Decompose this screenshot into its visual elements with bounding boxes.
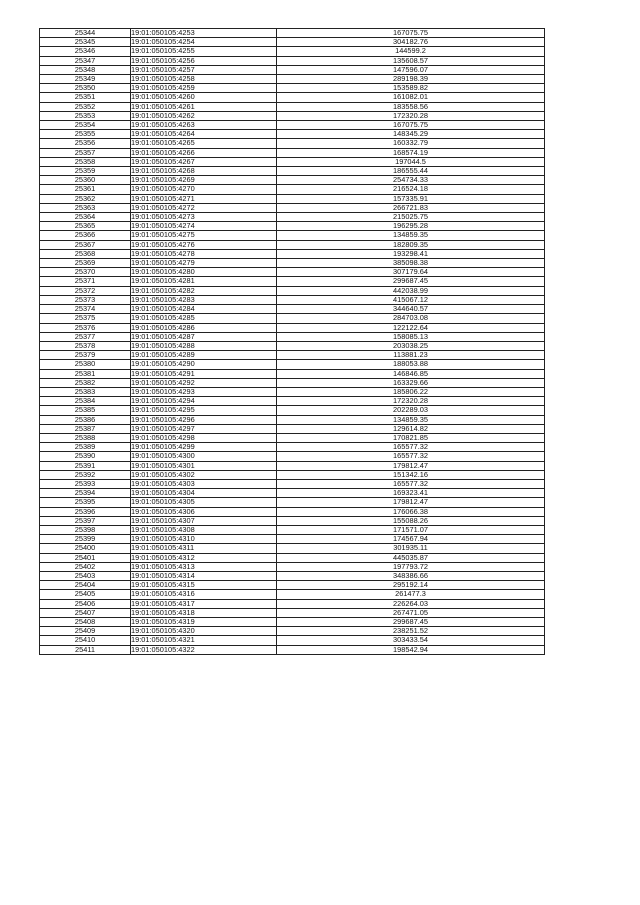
value-cell: 203038.25 [277, 341, 545, 350]
cadastral-number-cell: 19:01:050105:4312 [131, 553, 277, 562]
row-number-cell: 25378 [40, 341, 131, 350]
cadastral-number-cell: 19:01:050105:4274 [131, 222, 277, 231]
table-row [40, 618, 545, 627]
table-row [40, 378, 545, 387]
table-row [40, 277, 545, 286]
table-row [40, 29, 545, 38]
cadastral-number-cell: 19:01:050105:4289 [131, 351, 277, 360]
table-row [40, 323, 545, 332]
row-number-cell: 25368 [40, 249, 131, 258]
cadastral-number-cell: 19:01:050105:4270 [131, 185, 277, 194]
cadastral-number-cell: 19:01:050105:4296 [131, 415, 277, 424]
row-number-cell: 25366 [40, 231, 131, 240]
table-row [40, 222, 545, 231]
row-number-cell: 25361 [40, 185, 131, 194]
row-number-cell: 25407 [40, 608, 131, 617]
table-row [40, 535, 545, 544]
table-row [40, 111, 545, 120]
value-cell: 174567.94 [277, 535, 545, 544]
value-cell: 188053.88 [277, 360, 545, 369]
cadastral-number-cell: 19:01:050105:4304 [131, 489, 277, 498]
cadastral-number-cell: 19:01:050105:4265 [131, 139, 277, 148]
cadastral-number-cell: 19:01:050105:4314 [131, 571, 277, 580]
value-cell: 261477.3 [277, 590, 545, 599]
cadastral-number-cell: 19:01:050105:4273 [131, 213, 277, 222]
data-table [39, 28, 545, 655]
value-cell: 196295.28 [277, 222, 545, 231]
row-number-cell: 25400 [40, 544, 131, 553]
table-row [40, 645, 545, 654]
row-number-cell: 25373 [40, 295, 131, 304]
value-cell: 254734.33 [277, 176, 545, 185]
row-number-cell: 25381 [40, 369, 131, 378]
row-number-cell: 25404 [40, 581, 131, 590]
cadastral-number-cell: 19:01:050105:4295 [131, 406, 277, 415]
value-cell: 183558.56 [277, 102, 545, 111]
table-row [40, 544, 545, 553]
table-row [40, 489, 545, 498]
row-number-cell: 25352 [40, 102, 131, 111]
cadastral-number-cell: 19:01:050105:4311 [131, 544, 277, 553]
table-body [40, 29, 545, 655]
table-row [40, 452, 545, 461]
cadastral-number-cell: 19:01:050105:4259 [131, 84, 277, 93]
row-number-cell: 25394 [40, 489, 131, 498]
row-number-cell: 25395 [40, 498, 131, 507]
value-cell: 135608.57 [277, 56, 545, 65]
row-number-cell: 25344 [40, 29, 131, 38]
row-number-cell: 25356 [40, 139, 131, 148]
row-number-cell: 25346 [40, 47, 131, 56]
row-number-cell: 25402 [40, 562, 131, 571]
cadastral-number-cell: 19:01:050105:4286 [131, 323, 277, 332]
cadastral-number-cell: 19:01:050105:4315 [131, 581, 277, 590]
cadastral-number-cell: 19:01:050105:4284 [131, 305, 277, 314]
table-row [40, 240, 545, 249]
value-cell: 153589.82 [277, 84, 545, 93]
value-cell: 289198.39 [277, 75, 545, 84]
cadastral-number-cell: 19:01:050105:4308 [131, 525, 277, 534]
table-row [40, 305, 545, 314]
value-cell: 238251.52 [277, 627, 545, 636]
cadastral-number-cell: 19:01:050105:4303 [131, 479, 277, 488]
value-cell: 147596.07 [277, 65, 545, 74]
row-number-cell: 25408 [40, 618, 131, 627]
value-cell: 226264.03 [277, 599, 545, 608]
table-row [40, 351, 545, 360]
table-row [40, 406, 545, 415]
table-row [40, 102, 545, 111]
row-number-cell: 25403 [40, 571, 131, 580]
cadastral-number-cell: 19:01:050105:4275 [131, 231, 277, 240]
value-cell: 304182.76 [277, 38, 545, 47]
row-number-cell: 25359 [40, 167, 131, 176]
table-row [40, 231, 545, 240]
value-cell: 172320.28 [277, 111, 545, 120]
value-cell: 172320.28 [277, 397, 545, 406]
row-number-cell: 25354 [40, 121, 131, 130]
row-number-cell: 25391 [40, 461, 131, 470]
cadastral-number-cell: 19:01:050105:4266 [131, 148, 277, 157]
value-cell: 445035.87 [277, 553, 545, 562]
value-cell: 202289.03 [277, 406, 545, 415]
value-cell: 148345.29 [277, 130, 545, 139]
table-row [40, 341, 545, 350]
table-row [40, 387, 545, 396]
cadastral-number-cell: 19:01:050105:4283 [131, 295, 277, 304]
cadastral-number-cell: 19:01:050105:4306 [131, 507, 277, 516]
cadastral-number-cell: 19:01:050105:4290 [131, 360, 277, 369]
cadastral-number-cell: 19:01:050105:4288 [131, 341, 277, 350]
cadastral-number-cell: 19:01:050105:4305 [131, 498, 277, 507]
row-number-cell: 25411 [40, 645, 131, 654]
value-cell: 129614.82 [277, 424, 545, 433]
value-cell: 266721.83 [277, 203, 545, 212]
table-row [40, 194, 545, 203]
value-cell: 122122.64 [277, 323, 545, 332]
value-cell: 179812.47 [277, 461, 545, 470]
table-row [40, 608, 545, 617]
cadastral-number-cell: 19:01:050105:4263 [131, 121, 277, 130]
table-row [40, 314, 545, 323]
row-number-cell: 25399 [40, 535, 131, 544]
table-row [40, 599, 545, 608]
cadastral-number-cell: 19:01:050105:4258 [131, 75, 277, 84]
value-cell: 171571.07 [277, 525, 545, 534]
row-number-cell: 25385 [40, 406, 131, 415]
table-row [40, 286, 545, 295]
table-row [40, 259, 545, 268]
value-cell: 415067.12 [277, 295, 545, 304]
value-cell: 267471.05 [277, 608, 545, 617]
value-cell: 193298.41 [277, 249, 545, 258]
row-number-cell: 25362 [40, 194, 131, 203]
value-cell: 155088.26 [277, 516, 545, 525]
table-row [40, 397, 545, 406]
table-row [40, 176, 545, 185]
table-row [40, 268, 545, 277]
value-cell: 160332.79 [277, 139, 545, 148]
table-row [40, 433, 545, 442]
value-cell: 151342.16 [277, 470, 545, 479]
cadastral-number-cell: 19:01:050105:4279 [131, 259, 277, 268]
cadastral-number-cell: 19:01:050105:4316 [131, 590, 277, 599]
cadastral-number-cell: 19:01:050105:4260 [131, 93, 277, 102]
table-row [40, 581, 545, 590]
value-cell: 303433.54 [277, 636, 545, 645]
value-cell: 216524.18 [277, 185, 545, 194]
table-row [40, 571, 545, 580]
row-number-cell: 25355 [40, 130, 131, 139]
cadastral-number-cell: 19:01:050105:4285 [131, 314, 277, 323]
value-cell: 197793.72 [277, 562, 545, 571]
cadastral-number-cell: 19:01:050105:4278 [131, 249, 277, 258]
cadastral-number-cell: 19:01:050105:4319 [131, 618, 277, 627]
table-row [40, 38, 545, 47]
value-cell: 344640.57 [277, 305, 545, 314]
value-cell: 284703.08 [277, 314, 545, 323]
row-number-cell: 25369 [40, 259, 131, 268]
value-cell: 134859.35 [277, 415, 545, 424]
table-row [40, 562, 545, 571]
table-row [40, 295, 545, 304]
table-row [40, 47, 545, 56]
value-cell: 442038.99 [277, 286, 545, 295]
table-row [40, 65, 545, 74]
table-row [40, 590, 545, 599]
cadastral-number-cell: 19:01:050105:4280 [131, 268, 277, 277]
table-row [40, 461, 545, 470]
row-number-cell: 25371 [40, 277, 131, 286]
value-cell: 215025.75 [277, 213, 545, 222]
row-number-cell: 25410 [40, 636, 131, 645]
cadastral-number-cell: 19:01:050105:4291 [131, 369, 277, 378]
cadastral-number-cell: 19:01:050105:4302 [131, 470, 277, 479]
row-number-cell: 25389 [40, 443, 131, 452]
table-row [40, 332, 545, 341]
value-cell: 165577.32 [277, 452, 545, 461]
table-row [40, 148, 545, 157]
cadastral-number-cell: 19:01:050105:4307 [131, 516, 277, 525]
cadastral-number-cell: 19:01:050105:4297 [131, 424, 277, 433]
value-cell: 144599.2 [277, 47, 545, 56]
row-number-cell: 25380 [40, 360, 131, 369]
table-row [40, 369, 545, 378]
row-number-cell: 25409 [40, 627, 131, 636]
value-cell: 176066.38 [277, 507, 545, 516]
table-row [40, 507, 545, 516]
row-number-cell: 25363 [40, 203, 131, 212]
row-number-cell: 25374 [40, 305, 131, 314]
row-number-cell: 25398 [40, 525, 131, 534]
cadastral-number-cell: 19:01:050105:4294 [131, 397, 277, 406]
row-number-cell: 25382 [40, 378, 131, 387]
row-number-cell: 25372 [40, 286, 131, 295]
row-number-cell: 25350 [40, 84, 131, 93]
table-row [40, 185, 545, 194]
cadastral-number-cell: 19:01:050105:4271 [131, 194, 277, 203]
row-number-cell: 25390 [40, 452, 131, 461]
cadastral-number-cell: 19:01:050105:4318 [131, 608, 277, 617]
cadastral-number-cell: 19:01:050105:4298 [131, 433, 277, 442]
cadastral-number-cell: 19:01:050105:4300 [131, 452, 277, 461]
row-number-cell: 25397 [40, 516, 131, 525]
table-row [40, 479, 545, 488]
value-cell: 179812.47 [277, 498, 545, 507]
cadastral-number-cell: 19:01:050105:4264 [131, 130, 277, 139]
value-cell: 158085.13 [277, 332, 545, 341]
table-row [40, 636, 545, 645]
table-row [40, 157, 545, 166]
table-row [40, 627, 545, 636]
row-number-cell: 25383 [40, 387, 131, 396]
value-cell: 163329.66 [277, 378, 545, 387]
table-row [40, 213, 545, 222]
table-row [40, 121, 545, 130]
value-cell: 299687.45 [277, 277, 545, 286]
row-number-cell: 25388 [40, 433, 131, 442]
row-number-cell: 25360 [40, 176, 131, 185]
table-row [40, 84, 545, 93]
table-row [40, 56, 545, 65]
value-cell: 161082.01 [277, 93, 545, 102]
cadastral-number-cell: 19:01:050105:4268 [131, 167, 277, 176]
value-cell: 185806.22 [277, 387, 545, 396]
table-row [40, 516, 545, 525]
cadastral-number-cell: 19:01:050105:4317 [131, 599, 277, 608]
row-number-cell: 25347 [40, 56, 131, 65]
table-row [40, 203, 545, 212]
row-number-cell: 25375 [40, 314, 131, 323]
row-number-cell: 25377 [40, 332, 131, 341]
table-row [40, 130, 545, 139]
table-row [40, 415, 545, 424]
cadastral-number-cell: 19:01:050105:4276 [131, 240, 277, 249]
row-number-cell: 25379 [40, 351, 131, 360]
value-cell: 167075.75 [277, 121, 545, 130]
cadastral-number-cell: 19:01:050105:4253 [131, 29, 277, 38]
table-row [40, 93, 545, 102]
row-number-cell: 25367 [40, 240, 131, 249]
cadastral-number-cell: 19:01:050105:4310 [131, 535, 277, 544]
cadastral-number-cell: 19:01:050105:4301 [131, 461, 277, 470]
cadastral-number-cell: 19:01:050105:4292 [131, 378, 277, 387]
table-row [40, 470, 545, 479]
value-cell: 165577.32 [277, 479, 545, 488]
table-row [40, 443, 545, 452]
cadastral-number-cell: 19:01:050105:4254 [131, 38, 277, 47]
table-row [40, 360, 545, 369]
cadastral-number-cell: 19:01:050105:4281 [131, 277, 277, 286]
table-row [40, 249, 545, 258]
value-cell: 168574.19 [277, 148, 545, 157]
cadastral-number-cell: 19:01:050105:4282 [131, 286, 277, 295]
row-number-cell: 25392 [40, 470, 131, 479]
value-cell: 167075.75 [277, 29, 545, 38]
row-number-cell: 25387 [40, 424, 131, 433]
cadastral-number-cell: 19:01:050105:4321 [131, 636, 277, 645]
row-number-cell: 25406 [40, 599, 131, 608]
cadastral-number-cell: 19:01:050105:4257 [131, 65, 277, 74]
value-cell: 348386.66 [277, 571, 545, 580]
value-cell: 198542.94 [277, 645, 545, 654]
table-row [40, 525, 545, 534]
cadastral-number-cell: 19:01:050105:4293 [131, 387, 277, 396]
row-number-cell: 25370 [40, 268, 131, 277]
row-number-cell: 25401 [40, 553, 131, 562]
cadastral-number-cell: 19:01:050105:4255 [131, 47, 277, 56]
value-cell: 165577.32 [277, 443, 545, 452]
value-cell: 182809.35 [277, 240, 545, 249]
cadastral-number-cell: 19:01:050105:4272 [131, 203, 277, 212]
table-row [40, 498, 545, 507]
table-row [40, 139, 545, 148]
cadastral-number-cell: 19:01:050105:4269 [131, 176, 277, 185]
cadastral-number-cell: 19:01:050105:4322 [131, 645, 277, 654]
row-number-cell: 25349 [40, 75, 131, 84]
value-cell: 157335.91 [277, 194, 545, 203]
cadastral-number-cell: 19:01:050105:4256 [131, 56, 277, 65]
cadastral-number-cell: 19:01:050105:4320 [131, 627, 277, 636]
value-cell: 307179.64 [277, 268, 545, 277]
value-cell: 197044.5 [277, 157, 545, 166]
value-cell: 170821.85 [277, 433, 545, 442]
value-cell: 186555.44 [277, 167, 545, 176]
table-row [40, 75, 545, 84]
row-number-cell: 25358 [40, 157, 131, 166]
cadastral-number-cell: 19:01:050105:4313 [131, 562, 277, 571]
value-cell: 299687.45 [277, 618, 545, 627]
row-number-cell: 25405 [40, 590, 131, 599]
cadastral-number-cell: 19:01:050105:4261 [131, 102, 277, 111]
row-number-cell: 25351 [40, 93, 131, 102]
value-cell: 146846.85 [277, 369, 545, 378]
row-number-cell: 25386 [40, 415, 131, 424]
cadastral-number-cell: 19:01:050105:4299 [131, 443, 277, 452]
table-row [40, 424, 545, 433]
value-cell: 295192.14 [277, 581, 545, 590]
value-cell: 113881.23 [277, 351, 545, 360]
value-cell: 385098.38 [277, 259, 545, 268]
row-number-cell: 25348 [40, 65, 131, 74]
value-cell: 301935.11 [277, 544, 545, 553]
cadastral-number-cell: 19:01:050105:4267 [131, 157, 277, 166]
row-number-cell: 25364 [40, 213, 131, 222]
value-cell: 134859.35 [277, 231, 545, 240]
row-number-cell: 25365 [40, 222, 131, 231]
row-number-cell: 25396 [40, 507, 131, 516]
table-row [40, 553, 545, 562]
row-number-cell: 25357 [40, 148, 131, 157]
row-number-cell: 25393 [40, 479, 131, 488]
row-number-cell: 25384 [40, 397, 131, 406]
row-number-cell: 25353 [40, 111, 131, 120]
row-number-cell: 25376 [40, 323, 131, 332]
cadastral-number-cell: 19:01:050105:4287 [131, 332, 277, 341]
cadastral-number-cell: 19:01:050105:4262 [131, 111, 277, 120]
value-cell: 169323.41 [277, 489, 545, 498]
row-number-cell: 25345 [40, 38, 131, 47]
table-row [40, 167, 545, 176]
